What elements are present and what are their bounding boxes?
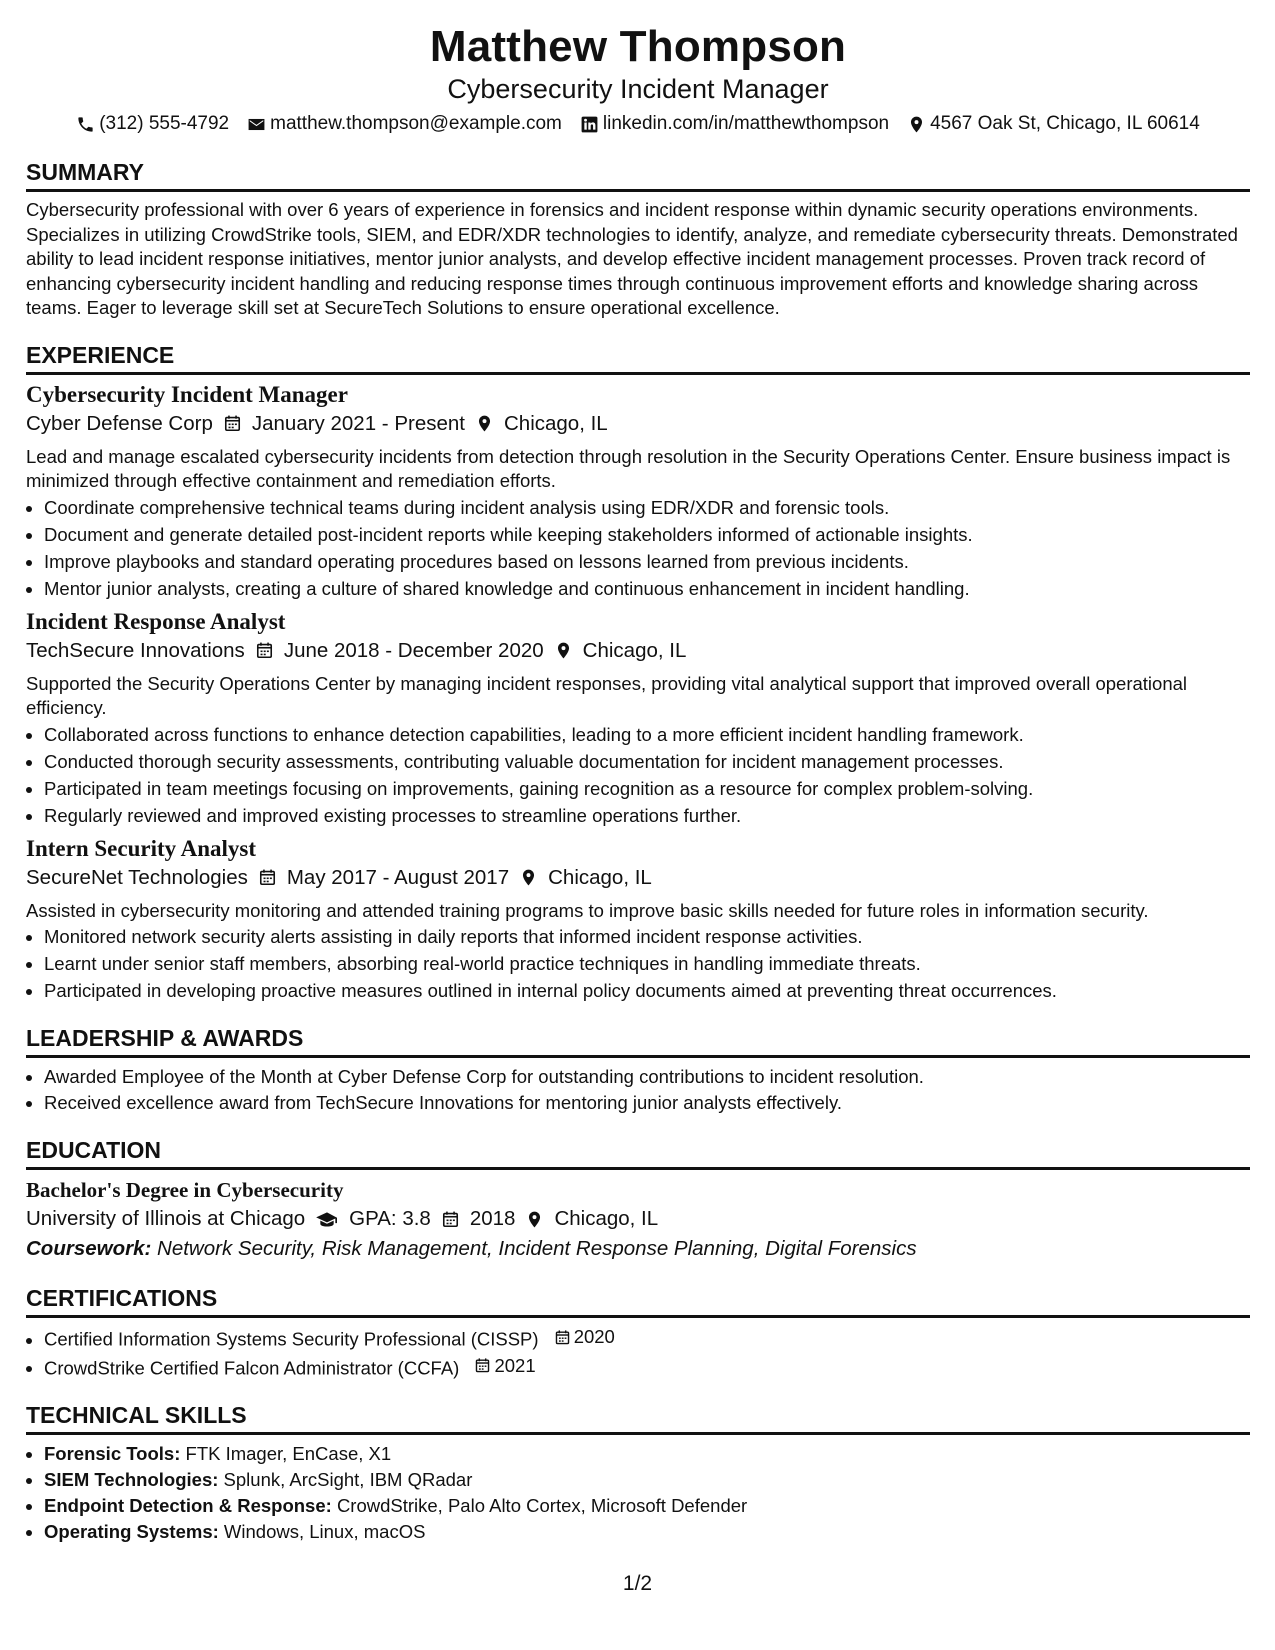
education-year: 2018 <box>469 1207 516 1230</box>
email-text: matthew.thompson@example.com <box>270 113 562 134</box>
map-pin-icon <box>519 868 538 887</box>
leadership-section <box>26 1024 1250 1116</box>
job-title: Incident Response Analyst <box>26 608 286 634</box>
job-bullet: • Document and generate detailed post-incident reports while keeping stakeholders informed of actionable insights. <box>44 521 1250 548</box>
certification-list <box>26 1324 1250 1381</box>
coursework-text: Network Security, Risk Management, Incident Response Planning, Digital Forensics <box>157 1237 917 1260</box>
address-text: 4567 Oak St, Chicago, IL 60614 <box>930 113 1200 134</box>
section-title-skills: TECHNICAL SKILLS <box>26 1401 1250 1435</box>
job-bullet: • Mentor junior analysts, creating a culture of shared knowledge and continuous enhancement in incident handling. <box>44 575 1250 602</box>
map-pin-icon <box>475 414 494 433</box>
section-title-summary: SUMMARY <box>26 158 1250 192</box>
job-bullets <box>26 721 1250 829</box>
certifications-section <box>26 1284 1250 1381</box>
phone-icon <box>76 115 95 134</box>
map-pin-icon <box>525 1210 544 1229</box>
job-bullet: • Regularly reviewed and improved existing processes to streamline operations further. <box>44 802 1250 829</box>
job-description: Assisted in cybersecurity monitoring and attended training programs to improve basic skills needed for future roles in information security. <box>26 899 1149 921</box>
skill-label: Endpoint Detection & Response: <box>44 1495 332 1516</box>
skill-label: SIEM Technologies: <box>44 1469 219 1490</box>
summary-section <box>26 158 1250 321</box>
skill-item <box>44 1441 1250 1467</box>
skills-section <box>26 1401 1250 1545</box>
summary-text: Cybersecurity professional with over 6 years of experience in forensics and incident response within dynamic security operations environments. Specializes in utilizing CrowdStrike tools, SIEM, and EDR/XDR technologies to identify, analyze, and remediate cybersecurity threats. Demonstrated ability to lead incident response initiatives, mentor junior analysts, and develop effective incident management processes. Proven track record of enhancing cybersecurity incident handling and reducing response times through continuous improvement efforts and knowledge sharing across teams. Eager to leverage skill set at SecureTech Solutions to ensure operational excellence. <box>26 199 1238 318</box>
resume-page <box>26 20 1250 1545</box>
linkedin-text: linkedin.com/in/matthewthompson <box>602 113 890 134</box>
job-meta <box>26 863 1250 893</box>
skill-label: Forensic Tools: <box>44 1443 181 1464</box>
job-bullet: • Learnt under senior staff members, absorbing real-world practice techniques in handling immediate threats. <box>44 950 1250 977</box>
job-entry <box>26 608 1250 829</box>
award-item: • Received excellence award from TechSecure Innovations for mentoring junior analysts effectively. <box>44 1090 1250 1116</box>
contact-email[interactable] <box>247 112 562 136</box>
job-location-item <box>554 636 687 666</box>
job-dates: May 2017 - August 2017 <box>286 865 510 889</box>
job-bullet: • Improve playbooks and standard operating procedures based on lessons learned from previous incidents. <box>44 548 1250 575</box>
education-location-item <box>525 1204 658 1234</box>
job-meta <box>26 409 1250 439</box>
job-title: Cybersecurity Incident Manager <box>26 381 348 407</box>
skill-value: CrowdStrike, Palo Alto Cortex, Microsoft Defender <box>336 1495 748 1516</box>
education-year-item <box>441 1204 516 1234</box>
certification-date <box>554 1324 615 1350</box>
section-title-leadership: LEADERSHIP & AWARDS <box>26 1024 1250 1058</box>
job-bullet: • Coordinate comprehensive technical teams during incident analysis using EDR/XDR and forensic tools. <box>44 494 1250 521</box>
contact-linkedin[interactable] <box>580 112 889 136</box>
job-bullet: • Conducted thorough security assessments, contributing valuable documentation for incident management processes. <box>44 748 1250 775</box>
map-pin-icon <box>907 115 926 134</box>
job-company: Cyber Defense Corp <box>26 411 213 435</box>
linkedin-icon <box>580 115 599 134</box>
calendar-icon <box>474 1357 491 1374</box>
job-company: TechSecure Innovations <box>26 638 245 662</box>
coursework-label: Coursework: <box>26 1237 152 1260</box>
certification-name: Certified Information Systems Security Professional (CISSP) <box>44 1328 539 1350</box>
certification-name: CrowdStrike Certified Falcon Administrator (CCFA) <box>44 1357 460 1378</box>
skill-label: Operating Systems: <box>44 1521 219 1542</box>
skill-item <box>44 1519 1250 1545</box>
job-entry <box>26 381 1250 602</box>
graduation-cap-icon <box>315 1209 339 1229</box>
skill-value: Windows, Linux, macOS <box>223 1521 426 1542</box>
contact-bar <box>26 112 1250 136</box>
job-dates-item <box>258 863 509 893</box>
job-location: Chicago, IL <box>548 865 652 889</box>
job-bullet: • Participated in team meetings focusing on improvements, gaining recognition as a resource for complex problem-solving. <box>44 775 1250 802</box>
job-bullet: • Participated in developing proactive measures outlined in internal policy documents aimed at preventing threat occurrences. <box>44 977 1250 1004</box>
job-meta <box>26 636 1250 666</box>
candidate-role: Cybersecurity Incident Manager <box>447 74 829 104</box>
page-number: 1/2 <box>622 1572 653 1595</box>
calendar-icon <box>223 414 242 433</box>
job-list <box>26 381 1250 1005</box>
gpa-text: GPA: 3.8 <box>349 1207 431 1230</box>
job-location: Chicago, IL <box>503 411 608 435</box>
certification-date <box>474 1353 535 1379</box>
education-meta <box>26 1204 1250 1234</box>
awards-list <box>26 1064 1250 1116</box>
degree-title: Bachelor's Degree in Cybersecurity <box>26 1178 344 1202</box>
job-location-item <box>475 409 608 439</box>
award-item: • Awarded Employee of the Month at Cyber Defense Corp for outstanding contributions to incident resolution. <box>44 1064 1250 1090</box>
section-title-education: EDUCATION <box>26 1136 1250 1170</box>
calendar-icon <box>441 1210 460 1229</box>
certification-year: 2021 <box>494 1354 536 1376</box>
candidate-name: Matthew Thompson <box>429 22 847 71</box>
contact-address <box>907 112 1200 136</box>
calendar-icon <box>258 868 277 887</box>
certification-year: 2020 <box>573 1326 615 1347</box>
certification-item <box>44 1324 1250 1353</box>
map-pin-icon <box>554 641 573 660</box>
skill-value: Splunk, ArcSight, IBM QRadar <box>223 1469 473 1490</box>
education-location: Chicago, IL <box>554 1207 659 1230</box>
job-title: Intern Security Analyst <box>26 835 256 861</box>
skills-list <box>26 1441 1250 1545</box>
calendar-icon <box>554 1329 571 1346</box>
coursework-line <box>26 1234 1250 1264</box>
job-bullet: • Monitored network security alerts assisting in daily reports that informed incident response activities. <box>44 923 1250 950</box>
experience-section <box>26 341 1250 1005</box>
envelope-icon <box>247 115 266 134</box>
job-dates: June 2018 - December 2020 <box>283 638 544 662</box>
job-location: Chicago, IL <box>582 638 687 662</box>
phone-text: (312) 555-4792 <box>99 113 230 134</box>
job-dates: January 2021 - Present <box>251 411 465 435</box>
school-name: University of Illinois at Chicago <box>26 1207 306 1230</box>
job-location-item <box>519 863 652 893</box>
section-title-certifications: CERTIFICATIONS <box>26 1284 1250 1318</box>
job-bullet: • Collaborated across functions to enhance detection capabilities, leading to a more efficient incident handling framework. <box>44 721 1250 748</box>
skill-item <box>44 1493 1250 1519</box>
certification-item <box>44 1353 1250 1382</box>
job-entry <box>26 835 1250 1005</box>
gpa-item <box>315 1204 431 1234</box>
job-bullets <box>26 494 1250 602</box>
skill-value: FTK Imager, EnCase, X1 <box>185 1443 392 1464</box>
education-section <box>26 1136 1250 1264</box>
section-title-experience: EXPERIENCE <box>26 341 1250 375</box>
contact-phone[interactable] <box>76 112 229 136</box>
skill-item <box>44 1467 1250 1493</box>
calendar-icon <box>255 641 274 660</box>
job-description: Supported the Security Operations Center by managing incident responses, providing vital analytical support that improved overall operational efficiency. <box>26 672 1188 718</box>
job-description: Lead and manage escalated cybersecurity incidents from detection through resolution in the Security Operations Center. Ensure business impact is minimized through effective containment and remediation efforts. <box>26 445 1231 491</box>
job-bullets <box>26 923 1250 1004</box>
job-dates-item <box>223 409 465 439</box>
job-company: SecureNet Technologies <box>26 865 248 889</box>
job-dates-item <box>255 636 544 666</box>
